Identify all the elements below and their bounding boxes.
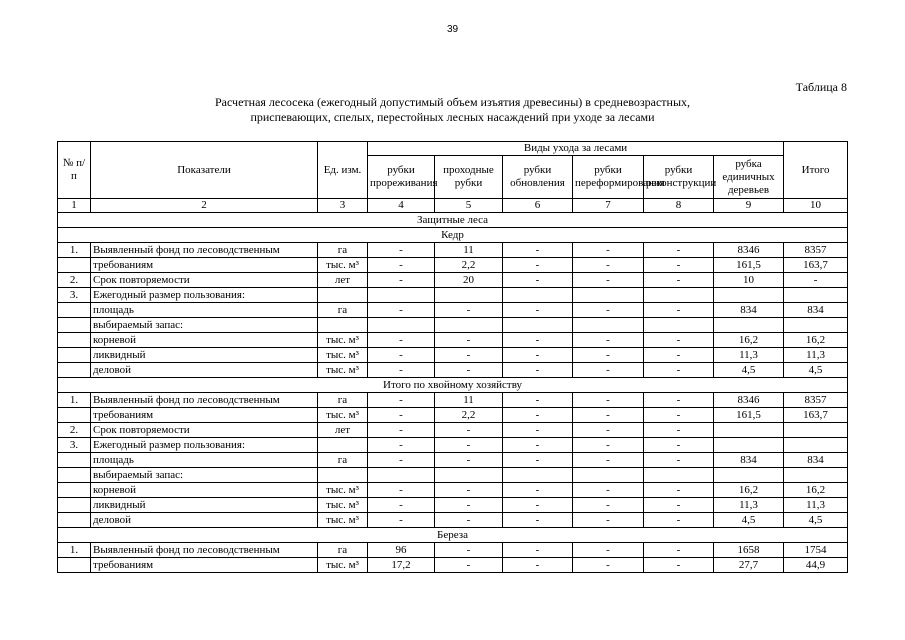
table-row bbox=[58, 438, 848, 453]
row-indicator: Выявленный фонд по лесоводственным bbox=[91, 543, 318, 558]
row-value: - bbox=[503, 363, 573, 378]
row-value: - bbox=[435, 333, 503, 348]
row-value bbox=[503, 318, 573, 333]
header-total: Итого bbox=[784, 142, 848, 199]
row-number: 3. bbox=[58, 438, 91, 453]
row-number: 2. bbox=[58, 273, 91, 288]
row-value bbox=[714, 318, 784, 333]
row-value: 16,2 bbox=[784, 333, 848, 348]
row-value bbox=[784, 468, 848, 483]
row-value: - bbox=[573, 543, 644, 558]
row-value: - bbox=[435, 498, 503, 513]
row-value: - bbox=[644, 408, 714, 423]
table-title-line: Расчетная лесосека (ежегодный допустимый объем изъятия древесины) в средневозрастных, bbox=[214, 95, 691, 109]
row-value bbox=[784, 423, 848, 438]
row-value: - bbox=[503, 333, 573, 348]
row-number bbox=[58, 363, 91, 378]
row-number bbox=[58, 333, 91, 348]
row-value: 2,2 bbox=[435, 408, 503, 423]
row-value bbox=[784, 318, 848, 333]
row-unit: га bbox=[318, 543, 368, 558]
row-value: - bbox=[573, 348, 644, 363]
row-unit: тыс. м³ bbox=[318, 408, 368, 423]
row-value: - bbox=[435, 348, 503, 363]
row-value: 8357 bbox=[784, 243, 848, 258]
row-value: 834 bbox=[714, 303, 784, 318]
row-value: - bbox=[435, 438, 503, 453]
row-unit: га bbox=[318, 303, 368, 318]
row-indicator: корневой bbox=[91, 333, 318, 348]
table-row bbox=[58, 243, 848, 258]
column-number: 5 bbox=[435, 199, 503, 213]
row-value: 11 bbox=[435, 393, 503, 408]
row-value: - bbox=[644, 393, 714, 408]
row-value: - bbox=[368, 423, 435, 438]
table-row bbox=[58, 273, 848, 288]
table-row bbox=[58, 258, 848, 273]
row-value: - bbox=[644, 498, 714, 513]
header-type: рубки переформирования bbox=[573, 156, 644, 199]
row-value: - bbox=[435, 558, 503, 573]
row-value: 1754 bbox=[784, 543, 848, 558]
row-value: - bbox=[644, 363, 714, 378]
row-indicator: ликвидный bbox=[91, 498, 318, 513]
row-indicator: площадь bbox=[91, 303, 318, 318]
row-unit: тыс. м³ bbox=[318, 348, 368, 363]
row-value: 8346 bbox=[714, 393, 784, 408]
row-value bbox=[435, 288, 503, 303]
forest-table bbox=[57, 141, 848, 573]
row-value: 4,5 bbox=[714, 513, 784, 528]
row-value: 16,2 bbox=[714, 333, 784, 348]
row-value: 20 bbox=[435, 273, 503, 288]
table-row bbox=[58, 348, 848, 363]
row-value: 161,5 bbox=[714, 408, 784, 423]
row-value: - bbox=[503, 408, 573, 423]
row-value: - bbox=[573, 408, 644, 423]
row-value bbox=[784, 438, 848, 453]
subsection-row bbox=[58, 378, 848, 393]
column-number: 2 bbox=[91, 199, 318, 213]
row-value bbox=[644, 288, 714, 303]
row-value: 11 bbox=[435, 243, 503, 258]
row-value: - bbox=[368, 408, 435, 423]
row-value: - bbox=[368, 363, 435, 378]
header-unit: Ед. изм. bbox=[318, 142, 368, 199]
row-value bbox=[714, 468, 784, 483]
row-value: 11,3 bbox=[714, 498, 784, 513]
table-row bbox=[58, 543, 848, 558]
row-number: 1. bbox=[58, 393, 91, 408]
row-value: - bbox=[503, 273, 573, 288]
row-indicator: Выявленный фонд по лесоводственным bbox=[91, 393, 318, 408]
row-indicator: Срок повторяемости bbox=[91, 273, 318, 288]
header-type: рубки прореживания bbox=[368, 156, 435, 199]
row-number bbox=[58, 453, 91, 468]
row-value bbox=[714, 438, 784, 453]
row-number bbox=[58, 558, 91, 573]
table-title bbox=[0, 95, 905, 125]
row-value: - bbox=[573, 363, 644, 378]
row-value: - bbox=[644, 558, 714, 573]
row-number bbox=[58, 468, 91, 483]
row-value: 163,7 bbox=[784, 408, 848, 423]
row-number: 3. bbox=[58, 288, 91, 303]
subsection-row bbox=[58, 528, 848, 543]
row-value: - bbox=[368, 243, 435, 258]
table-row bbox=[58, 333, 848, 348]
row-value: - bbox=[573, 333, 644, 348]
row-value: - bbox=[503, 258, 573, 273]
row-value bbox=[573, 288, 644, 303]
header-type: рубка единичных деревьев bbox=[714, 156, 784, 199]
table-row bbox=[58, 468, 848, 483]
table-row bbox=[58, 363, 848, 378]
row-value: - bbox=[435, 543, 503, 558]
row-value: - bbox=[784, 273, 848, 288]
row-unit: лет bbox=[318, 273, 368, 288]
subsection-row bbox=[58, 228, 848, 243]
row-value: - bbox=[368, 258, 435, 273]
row-value: - bbox=[503, 543, 573, 558]
row-unit bbox=[318, 468, 368, 483]
table-row bbox=[58, 423, 848, 438]
row-value bbox=[368, 468, 435, 483]
row-value: - bbox=[368, 333, 435, 348]
row-number bbox=[58, 513, 91, 528]
row-value: - bbox=[644, 303, 714, 318]
row-number bbox=[58, 348, 91, 363]
row-value: 8346 bbox=[714, 243, 784, 258]
row-value: 161,5 bbox=[714, 258, 784, 273]
row-value: 163,7 bbox=[784, 258, 848, 273]
column-number: 7 bbox=[573, 199, 644, 213]
row-value bbox=[644, 468, 714, 483]
row-value: - bbox=[503, 438, 573, 453]
row-value: - bbox=[435, 423, 503, 438]
row-number: 2. bbox=[58, 423, 91, 438]
row-value: - bbox=[368, 438, 435, 453]
header-type: проходные рубки bbox=[435, 156, 503, 199]
row-value bbox=[435, 318, 503, 333]
row-value: - bbox=[573, 393, 644, 408]
row-value: 17,2 bbox=[368, 558, 435, 573]
table-body bbox=[58, 213, 848, 573]
row-value: - bbox=[368, 393, 435, 408]
table-row bbox=[58, 288, 848, 303]
row-value: - bbox=[368, 498, 435, 513]
row-indicator: деловой bbox=[91, 363, 318, 378]
row-value bbox=[714, 288, 784, 303]
row-value: - bbox=[573, 258, 644, 273]
row-value: - bbox=[644, 243, 714, 258]
row-value bbox=[573, 318, 644, 333]
row-value: - bbox=[573, 483, 644, 498]
row-value: 834 bbox=[784, 303, 848, 318]
row-unit bbox=[318, 438, 368, 453]
row-number: 1. bbox=[58, 243, 91, 258]
row-value: 16,2 bbox=[784, 483, 848, 498]
row-value bbox=[714, 423, 784, 438]
row-value: - bbox=[573, 423, 644, 438]
column-number: 4 bbox=[368, 199, 435, 213]
row-indicator: Ежегодный размер пользования: bbox=[91, 438, 318, 453]
row-unit: тыс. м³ bbox=[318, 483, 368, 498]
row-value: - bbox=[435, 453, 503, 468]
row-unit: лет bbox=[318, 423, 368, 438]
row-value: - bbox=[644, 483, 714, 498]
row-number bbox=[58, 318, 91, 333]
row-number bbox=[58, 303, 91, 318]
row-value: 16,2 bbox=[714, 483, 784, 498]
row-unit: га bbox=[318, 393, 368, 408]
table-row bbox=[58, 318, 848, 333]
column-number: 9 bbox=[714, 199, 784, 213]
row-value: - bbox=[573, 558, 644, 573]
column-number: 10 bbox=[784, 199, 848, 213]
row-value: - bbox=[503, 558, 573, 573]
row-value bbox=[503, 468, 573, 483]
row-value: 834 bbox=[714, 453, 784, 468]
column-number: 1 bbox=[58, 199, 91, 213]
row-value: - bbox=[503, 513, 573, 528]
row-unit: тыс. м³ bbox=[318, 258, 368, 273]
table-row bbox=[58, 393, 848, 408]
table-row bbox=[58, 408, 848, 423]
row-value: - bbox=[435, 483, 503, 498]
row-value: 1658 bbox=[714, 543, 784, 558]
row-value: - bbox=[644, 513, 714, 528]
header-type: рубки обновления bbox=[503, 156, 573, 199]
row-value: 27,7 bbox=[714, 558, 784, 573]
row-value: - bbox=[368, 513, 435, 528]
row-value: - bbox=[644, 333, 714, 348]
row-indicator: выбираемый запас: bbox=[91, 468, 318, 483]
row-unit: тыс. м³ bbox=[318, 498, 368, 513]
column-number: 6 bbox=[503, 199, 573, 213]
row-value: 10 bbox=[714, 273, 784, 288]
row-value: 44,9 bbox=[784, 558, 848, 573]
row-value: - bbox=[503, 243, 573, 258]
row-value: - bbox=[503, 303, 573, 318]
table-row bbox=[58, 498, 848, 513]
row-indicator: площадь bbox=[91, 453, 318, 468]
row-indicator: ликвидный bbox=[91, 348, 318, 363]
row-value: 4,5 bbox=[714, 363, 784, 378]
row-value: 96 bbox=[368, 543, 435, 558]
row-value: - bbox=[573, 243, 644, 258]
header-group: Виды ухода за лесами bbox=[368, 142, 784, 156]
row-value: - bbox=[573, 513, 644, 528]
row-indicator: требованиям bbox=[91, 558, 318, 573]
row-value: - bbox=[573, 453, 644, 468]
table-title-line: приспевающих, спелых, перестойных лесных насаждений при уходе за лесами bbox=[250, 110, 655, 124]
row-unit bbox=[318, 318, 368, 333]
row-value bbox=[435, 468, 503, 483]
row-value: - bbox=[503, 348, 573, 363]
subsection-title: Береза bbox=[58, 528, 848, 543]
row-value: 8357 bbox=[784, 393, 848, 408]
row-value: - bbox=[644, 258, 714, 273]
row-unit: га bbox=[318, 453, 368, 468]
row-value: - bbox=[435, 303, 503, 318]
row-value bbox=[368, 318, 435, 333]
table-row bbox=[58, 513, 848, 528]
table-row bbox=[58, 453, 848, 468]
row-indicator: Выявленный фонд по лесоводственным bbox=[91, 243, 318, 258]
row-value: - bbox=[368, 348, 435, 363]
row-unit bbox=[318, 288, 368, 303]
table-row bbox=[58, 483, 848, 498]
row-value: - bbox=[503, 483, 573, 498]
row-number: 1. bbox=[58, 543, 91, 558]
row-number bbox=[58, 258, 91, 273]
row-value: - bbox=[503, 423, 573, 438]
row-indicator: требованиям bbox=[91, 408, 318, 423]
row-indicator: выбираемый запас: bbox=[91, 318, 318, 333]
row-value: - bbox=[644, 273, 714, 288]
subsection-title: Кедр bbox=[58, 228, 848, 243]
row-value: 11,3 bbox=[784, 348, 848, 363]
row-value: - bbox=[435, 513, 503, 528]
row-unit: га bbox=[318, 243, 368, 258]
row-value: 11,3 bbox=[784, 498, 848, 513]
section-title: Защитные леса bbox=[58, 213, 848, 228]
row-value: - bbox=[573, 273, 644, 288]
row-unit: тыс. м³ bbox=[318, 558, 368, 573]
row-value: - bbox=[503, 393, 573, 408]
column-number: 3 bbox=[318, 199, 368, 213]
row-value: - bbox=[573, 498, 644, 513]
row-value: - bbox=[368, 483, 435, 498]
header-num: № п/п bbox=[58, 142, 91, 199]
row-value: 834 bbox=[784, 453, 848, 468]
row-indicator: Ежегодный размер пользования: bbox=[91, 288, 318, 303]
row-value: - bbox=[573, 438, 644, 453]
row-unit: тыс. м³ bbox=[318, 513, 368, 528]
row-value bbox=[784, 288, 848, 303]
table-label: Таблица 8 bbox=[795, 80, 847, 94]
row-value bbox=[503, 288, 573, 303]
row-value bbox=[368, 288, 435, 303]
row-value: - bbox=[368, 273, 435, 288]
row-value: - bbox=[644, 543, 714, 558]
row-number bbox=[58, 408, 91, 423]
row-value: - bbox=[644, 453, 714, 468]
row-value: - bbox=[644, 423, 714, 438]
header-type: рубки реконструкции bbox=[644, 156, 714, 199]
row-unit: тыс. м³ bbox=[318, 363, 368, 378]
row-value: - bbox=[644, 438, 714, 453]
row-value: - bbox=[573, 303, 644, 318]
page-number: 39 bbox=[446, 24, 459, 35]
row-indicator: деловой bbox=[91, 513, 318, 528]
table-row bbox=[58, 558, 848, 573]
row-indicator: требованиям bbox=[91, 258, 318, 273]
header-indicator: Показатели bbox=[91, 142, 318, 199]
row-value: 11,3 bbox=[714, 348, 784, 363]
row-number bbox=[58, 498, 91, 513]
row-value: - bbox=[435, 363, 503, 378]
row-value: - bbox=[368, 303, 435, 318]
row-value: 4,5 bbox=[784, 363, 848, 378]
row-value: - bbox=[503, 498, 573, 513]
section-row bbox=[58, 213, 848, 228]
table-row bbox=[58, 303, 848, 318]
row-unit: тыс. м³ bbox=[318, 333, 368, 348]
row-value: 2,2 bbox=[435, 258, 503, 273]
row-indicator: корневой bbox=[91, 483, 318, 498]
column-number: 8 bbox=[644, 199, 714, 213]
row-value: - bbox=[644, 348, 714, 363]
subsection-title: Итого по хвойному хозяйству bbox=[58, 378, 848, 393]
row-number bbox=[58, 483, 91, 498]
row-value: - bbox=[368, 453, 435, 468]
row-value bbox=[573, 468, 644, 483]
row-indicator: Срок повторяемости bbox=[91, 423, 318, 438]
row-value: - bbox=[503, 453, 573, 468]
row-value bbox=[644, 318, 714, 333]
row-value: 4,5 bbox=[784, 513, 848, 528]
